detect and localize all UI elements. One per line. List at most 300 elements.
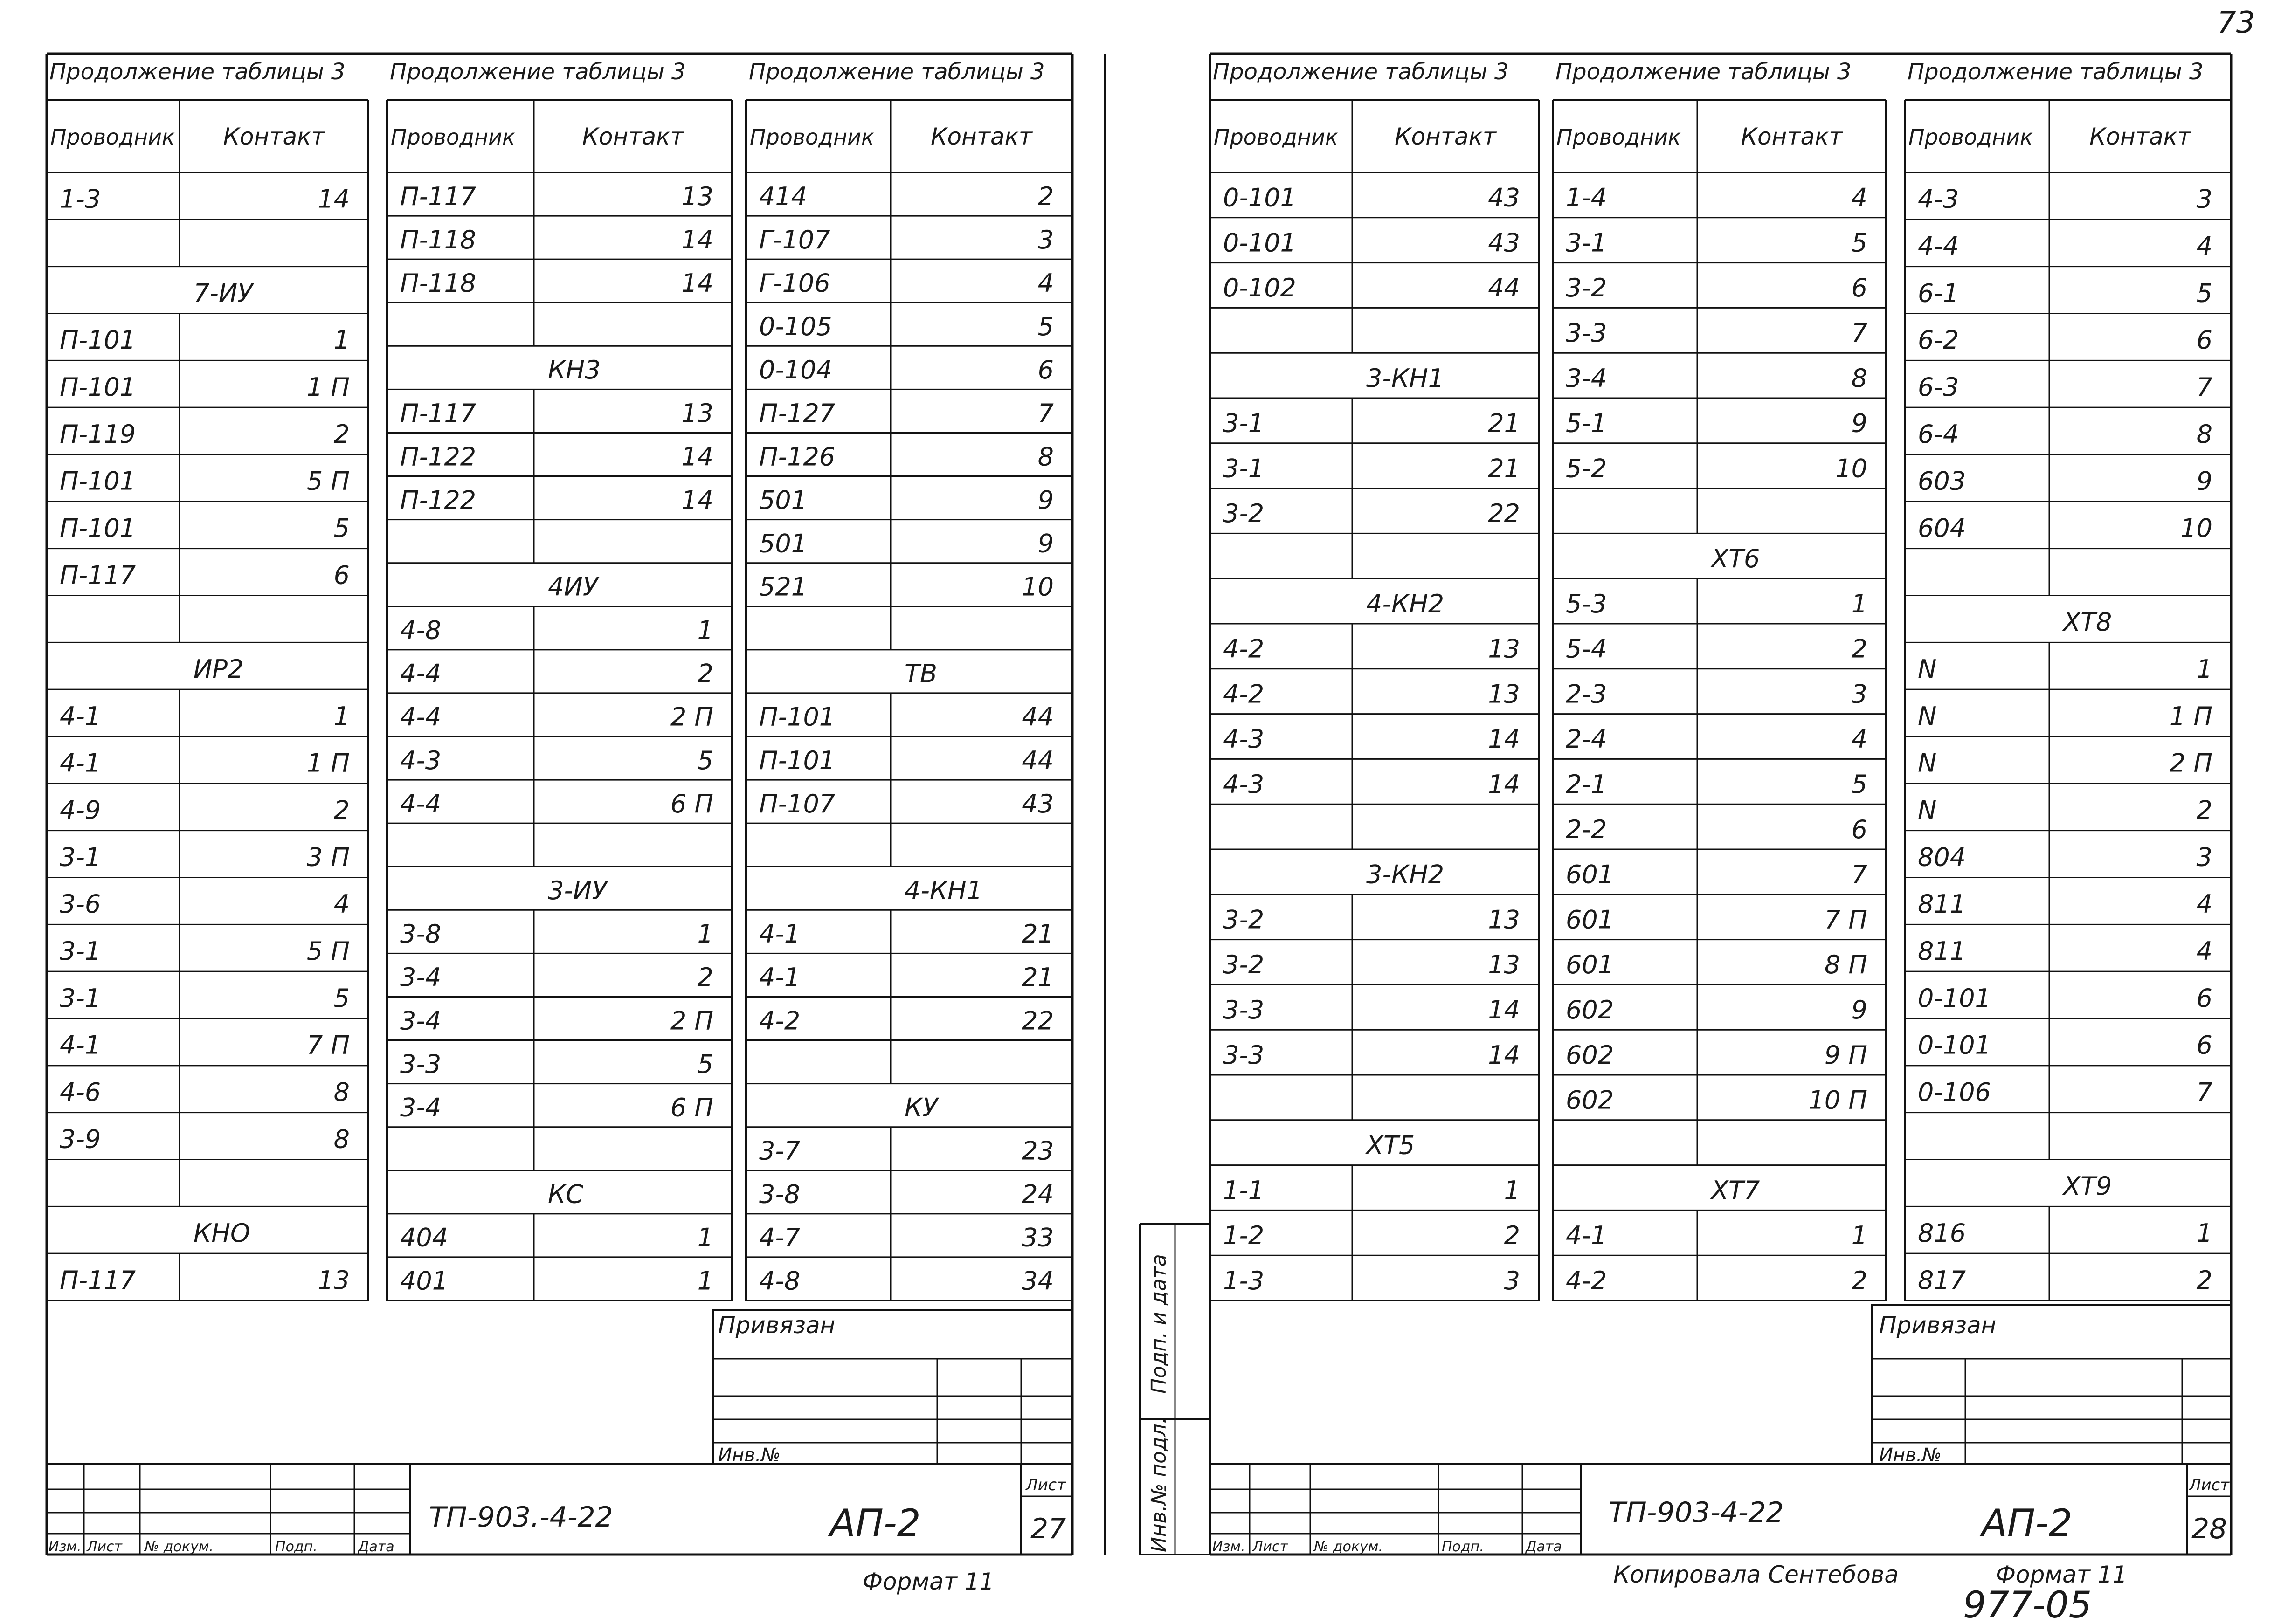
contact-cell: 8 <box>1037 442 1054 472</box>
group-heading: ИР2 <box>194 654 244 684</box>
contact-cell: 4 <box>1851 183 1867 213</box>
left-stamp-h4: Дата <box>358 1539 394 1555</box>
conductor-cell: 6-4 <box>1918 419 1959 449</box>
contact-cell: 2 <box>1037 181 1054 211</box>
conductor-cell: 4-1 <box>60 701 101 731</box>
conductor-cell: 811 <box>1918 889 1966 919</box>
contact-cell: 6 П <box>670 1093 713 1122</box>
conductor-cell: 3-1 <box>1566 228 1607 258</box>
contact-cell: 13 <box>318 1265 350 1295</box>
column-header-conductor: Проводник <box>750 124 874 150</box>
conductor-cell: 4-3 <box>1223 724 1265 754</box>
contact-cell: 3 <box>2196 184 2212 214</box>
contact-cell: 8 П <box>1824 950 1867 980</box>
contact-cell: 5 П <box>306 466 350 496</box>
contact-cell: 34 <box>1022 1266 1054 1296</box>
conductor-cell: 4-4 <box>400 789 442 819</box>
left-format: Формат 11 <box>863 1568 995 1595</box>
conductor-cell: 3-3 <box>1223 995 1265 1025</box>
conductor-cell: 6-2 <box>1918 325 1959 355</box>
contact-cell: 43 <box>1488 183 1520 213</box>
contact-cell: 14 <box>681 225 713 255</box>
column-header-contact: Контакт <box>2089 123 2191 150</box>
conductor-cell: 414 <box>759 181 808 211</box>
left-attached-label: Привязан <box>718 1312 836 1339</box>
conductor-cell: 602 <box>1566 1085 1614 1115</box>
contact-cell: 2 <box>1851 634 1867 664</box>
contact-cell: 43 <box>1022 789 1054 819</box>
contact-cell: 6 <box>2196 1030 2212 1060</box>
contact-cell: 5 <box>697 1049 713 1079</box>
table-caption: Продолжение таблицы 3 <box>1213 59 1509 85</box>
table-caption: Продолжение таблицы 3 <box>1908 59 2204 85</box>
conductor-cell: 6-1 <box>1918 278 1959 308</box>
conductor-cell: 3-4 <box>400 1093 442 1122</box>
conductor-cell: 4-1 <box>1566 1221 1607 1250</box>
contact-cell: 3 <box>1851 679 1867 709</box>
contact-cell: 14 <box>318 184 350 214</box>
column-header-conductor: Проводник <box>391 124 515 150</box>
contact-cell: 5 <box>333 513 350 543</box>
conductor-cell: 4-2 <box>1223 634 1265 664</box>
conductor-cell: 4-2 <box>759 1006 801 1036</box>
conductor-cell: 0-101 <box>1918 1030 1991 1060</box>
contact-cell: 13 <box>681 181 713 211</box>
right-format: Формат 11 <box>1996 1561 2128 1588</box>
conductor-cell: 4-1 <box>759 919 801 949</box>
conductor-cell: 817 <box>1918 1265 1966 1295</box>
contact-cell: 22 <box>1488 499 1520 529</box>
group-heading: ХТ8 <box>2063 607 2112 637</box>
left-stamp-h2: № докум. <box>145 1539 214 1555</box>
conductor-cell: 4-9 <box>60 795 101 825</box>
contact-cell: 14 <box>1488 770 1520 799</box>
conductor-cell: П-101 <box>60 325 136 355</box>
contact-cell: 9 <box>1037 529 1054 558</box>
conductor-cell: 4-4 <box>400 659 442 688</box>
contact-cell: 10 <box>1022 572 1054 602</box>
group-heading: ХТ6 <box>1711 544 1760 573</box>
table-caption: Продолжение таблицы 3 <box>49 59 346 85</box>
contact-cell: 2 <box>2196 1265 2212 1295</box>
conductor-cell: 601 <box>1566 905 1614 935</box>
conductor-cell: 2-2 <box>1566 814 1607 844</box>
contact-cell: 3 <box>1037 225 1054 255</box>
contact-cell: 5 <box>333 983 350 1013</box>
contact-cell: 14 <box>681 485 713 515</box>
conductor-cell: N <box>1918 654 1937 684</box>
right-inv-label: Инв.№ <box>1879 1445 1942 1466</box>
conductor-cell: П-107 <box>759 789 836 819</box>
contact-cell: 13 <box>1488 679 1520 709</box>
contact-cell: 23 <box>1022 1136 1054 1166</box>
conductor-cell: 0-101 <box>1223 183 1296 213</box>
contact-cell: 2 П <box>670 702 713 732</box>
conductor-cell: 4-3 <box>1918 184 1959 214</box>
conductor-cell: П-122 <box>400 442 477 472</box>
conductor-cell: 4-4 <box>1918 231 1959 261</box>
wiring-table-6 <box>1905 59 2231 1301</box>
contact-cell: 14 <box>1488 995 1520 1025</box>
contact-cell: 4 <box>2196 889 2212 919</box>
binding-strip <box>1105 54 1210 1555</box>
conductor-cell: 3-1 <box>1223 408 1265 438</box>
contact-cell: 6 <box>1851 814 1867 844</box>
contact-cell: 24 <box>1022 1179 1054 1209</box>
column-header-contact: Контакт <box>931 123 1032 150</box>
left-inv-label: Инв.№ <box>718 1445 781 1466</box>
conductor-cell: 2-4 <box>1566 724 1607 754</box>
table-caption: Продолжение таблицы 3 <box>1555 59 1852 85</box>
conductor-cell: 1-1 <box>1223 1176 1265 1205</box>
conductor-cell: 501 <box>759 529 808 558</box>
group-heading: 4-КН2 <box>1366 589 1445 619</box>
contact-cell: 9 <box>2196 466 2212 496</box>
contact-cell: 8 <box>333 1077 350 1107</box>
contact-cell: 44 <box>1022 702 1054 732</box>
conductor-cell: 804 <box>1918 842 1966 872</box>
table-caption: Продолжение таблицы 3 <box>390 59 686 85</box>
left-sheet-number: 27 <box>1030 1513 1066 1545</box>
column-header-conductor: Проводник <box>1556 124 1681 150</box>
contact-cell: 14 <box>1488 1040 1520 1070</box>
conductor-cell: 3-2 <box>1566 273 1607 303</box>
contact-cell: 9 <box>1851 995 1867 1025</box>
contact-cell: 4 <box>1851 724 1867 754</box>
contact-cell: 1 <box>333 325 350 355</box>
right-attached-block <box>1872 1305 2231 1466</box>
conductor-cell: 401 <box>400 1266 449 1296</box>
conductor-cell: 0-102 <box>1223 273 1296 303</box>
binding-inv-orig: Инв.№ подл. <box>1147 1417 1171 1552</box>
group-heading: 4ИУ <box>548 572 598 602</box>
group-heading: КН3 <box>548 355 601 385</box>
column-header-contact: Контакт <box>1741 123 1843 150</box>
conductor-cell: 3-8 <box>759 1179 801 1209</box>
conductor-cell: N <box>1918 701 1937 731</box>
conductor-cell: П-101 <box>60 372 136 402</box>
conductor-cell: 3-4 <box>400 963 442 992</box>
conductor-cell: 5-1 <box>1566 408 1607 438</box>
conductor-cell: 3-3 <box>1566 318 1607 348</box>
contact-cell: 7 <box>1037 399 1054 428</box>
conductor-cell: 4-1 <box>60 748 101 778</box>
contact-cell: 13 <box>681 399 713 428</box>
conductor-cell: 1-3 <box>1223 1266 1265 1295</box>
contact-cell: 5 <box>1037 312 1054 342</box>
contact-cell: 7 П <box>306 1030 350 1060</box>
contact-cell: 1 <box>697 615 713 645</box>
right-stamp-h4: Дата <box>1526 1539 1562 1555</box>
contact-cell: 7 <box>1851 860 1867 889</box>
conductor-cell: 4-6 <box>60 1077 101 1107</box>
contact-cell: 9 <box>1851 408 1867 438</box>
conductor-cell: П-101 <box>759 702 836 732</box>
group-heading: КНО <box>194 1218 250 1248</box>
right-stamp-h1: Лист <box>1252 1539 1288 1555</box>
contact-cell: 1 П <box>306 372 350 402</box>
group-heading: 7-ИУ <box>194 278 253 308</box>
contact-cell: 4 <box>333 889 350 919</box>
conductor-cell: 4-4 <box>400 702 442 732</box>
contact-cell: 1 <box>1851 1221 1867 1250</box>
wiring-table-5 <box>1553 59 1886 1301</box>
contact-cell: 5 <box>1851 770 1867 799</box>
conductor-cell: 3-4 <box>400 1006 442 1036</box>
conductor-cell: П-117 <box>400 181 477 211</box>
contact-cell: 1 <box>1504 1176 1520 1205</box>
contact-cell: 6 <box>2196 983 2212 1013</box>
right-title-block <box>1210 1464 2231 1555</box>
column-header-contact: Контакт <box>582 123 684 150</box>
conductor-cell: 1-2 <box>1223 1221 1265 1250</box>
contact-cell: 4 <box>2196 936 2212 966</box>
group-heading: 3-КН1 <box>1366 363 1445 393</box>
conductor-cell: 811 <box>1918 936 1966 966</box>
contact-cell: 21 <box>1022 919 1054 949</box>
contact-cell: 43 <box>1488 228 1520 258</box>
conductor-cell: 3-3 <box>400 1049 442 1079</box>
contact-cell: 2 <box>333 419 350 449</box>
contact-cell: 5 <box>697 745 713 775</box>
conductor-cell: 4-3 <box>1223 770 1265 799</box>
contact-cell: 1 П <box>2169 701 2212 731</box>
column-header-contact: Контакт <box>223 123 325 150</box>
conductor-cell: 0-101 <box>1918 983 1991 1013</box>
conductor-cell: П-117 <box>60 1265 136 1295</box>
contact-cell: 6 П <box>670 789 713 819</box>
conductor-cell: 3-4 <box>1566 363 1607 393</box>
column-header-conductor: Проводник <box>50 124 175 150</box>
conductor-cell: 604 <box>1918 513 1966 543</box>
column-header-contact: Контакт <box>1395 123 1496 150</box>
binding-sign-date: Подп. и дата <box>1147 1254 1171 1394</box>
contact-cell: 2 П <box>2169 748 2212 778</box>
contact-cell: 3 <box>1504 1266 1520 1295</box>
conductor-cell: 3-9 <box>60 1124 101 1154</box>
right-drawing-code: АП-2 <box>1982 1501 2073 1545</box>
contact-cell: 13 <box>1488 634 1520 664</box>
conductor-cell: 1-4 <box>1566 183 1607 213</box>
contact-cell: 7 <box>2196 372 2212 402</box>
group-heading: 3-КН2 <box>1366 860 1445 889</box>
conductor-cell: 4-7 <box>759 1223 801 1252</box>
contact-cell: 1 <box>697 1266 713 1296</box>
conductor-cell: 404 <box>400 1223 449 1252</box>
right-sheet-label: Лист <box>2189 1476 2230 1494</box>
contact-cell: 1 <box>697 919 713 949</box>
conductor-cell: 3-6 <box>60 889 101 919</box>
contact-cell: 6 <box>1037 355 1054 385</box>
conductor-cell: 3-2 <box>1223 905 1265 935</box>
conductor-cell: П-119 <box>60 419 136 449</box>
contact-cell: 8 <box>1851 363 1867 393</box>
group-heading: КС <box>548 1179 584 1209</box>
wiring-table-3 <box>746 59 1072 1301</box>
contact-cell: 33 <box>1022 1223 1054 1252</box>
conductor-cell: 5-3 <box>1566 589 1607 619</box>
group-heading: ХТ5 <box>1366 1130 1415 1160</box>
conductor-cell: N <box>1918 795 1937 825</box>
contact-cell: 44 <box>1488 273 1520 303</box>
conductor-cell: 4-3 <box>400 745 442 775</box>
conductor-cell: 601 <box>1566 860 1614 889</box>
conductor-cell: П-126 <box>759 442 836 472</box>
contact-cell: 2 <box>697 659 713 688</box>
contact-cell: 10 П <box>1808 1085 1867 1115</box>
conductor-cell: 603 <box>1918 466 1966 496</box>
contact-cell: 13 <box>1488 905 1520 935</box>
conductor-cell: 2-3 <box>1566 679 1607 709</box>
contact-cell: 21 <box>1488 408 1520 438</box>
conductor-cell: 5-2 <box>1566 454 1607 483</box>
conductor-cell: П-117 <box>400 399 477 428</box>
conductor-cell: П-101 <box>60 466 136 496</box>
group-heading: ХТ9 <box>2063 1171 2112 1201</box>
contact-cell: 21 <box>1022 963 1054 992</box>
contact-cell: 2 <box>1851 1266 1867 1295</box>
contact-cell: 22 <box>1022 1006 1054 1036</box>
conductor-cell: 0-105 <box>759 312 832 342</box>
wiring-table-2 <box>387 59 732 1301</box>
contact-cell: 9 П <box>1824 1040 1867 1070</box>
left-stamp-h3: Подп. <box>275 1539 318 1555</box>
right-stamp-h3: Подп. <box>1442 1539 1484 1555</box>
right-sheet-number: 28 <box>2191 1513 2227 1545</box>
group-heading: ТВ <box>905 659 938 688</box>
contact-cell: 1 <box>1851 589 1867 619</box>
conductor-cell: П-118 <box>400 268 477 298</box>
conductor-cell: 5-4 <box>1566 634 1607 664</box>
conductor-cell: 4-2 <box>1223 679 1265 709</box>
left-title-block <box>47 1464 1072 1555</box>
contact-cell: 4 <box>2196 231 2212 261</box>
conductor-cell: 0-104 <box>759 355 832 385</box>
left-stamp-h0: Изм. <box>48 1539 82 1555</box>
contact-cell: 3 П <box>306 842 350 872</box>
contact-cell: 7 <box>2196 1077 2212 1107</box>
contact-cell: 1 П <box>306 748 350 778</box>
contact-cell: 8 <box>2196 419 2212 449</box>
contact-cell: 13 <box>1488 950 1520 980</box>
conductor-cell: 4-8 <box>400 615 442 645</box>
contact-cell: 4 <box>1037 268 1054 298</box>
left-doc-code: ТП-903.-4-22 <box>429 1501 613 1534</box>
group-heading: ХТ7 <box>1711 1176 1760 1205</box>
left-attached-block <box>713 1310 1072 1466</box>
conductor-cell: П-117 <box>60 560 136 590</box>
conductor-cell: П-118 <box>400 225 477 255</box>
right-copied-by: Копировала Сентебова <box>1613 1561 1899 1588</box>
conductor-cell: 4-8 <box>759 1266 801 1296</box>
conductor-cell: 4-1 <box>60 1030 101 1060</box>
conductor-cell: 3-2 <box>1223 499 1265 529</box>
contact-cell: 7 <box>1851 318 1867 348</box>
conductor-cell: 601 <box>1566 950 1614 980</box>
group-heading: 4-КН1 <box>905 876 983 906</box>
page-number: 73 <box>2217 6 2255 40</box>
conductor-cell: Г-106 <box>759 268 830 298</box>
contact-cell: 2 <box>697 963 713 992</box>
contact-cell: 10 <box>2180 513 2212 543</box>
conductor-cell: 602 <box>1566 995 1614 1025</box>
conductor-cell: 3-1 <box>60 842 101 872</box>
column-header-conductor: Проводник <box>1908 124 2033 150</box>
conductor-cell: 4-2 <box>1566 1266 1607 1295</box>
contact-cell: 2 <box>1504 1221 1520 1250</box>
contact-cell: 1 <box>2196 1218 2212 1248</box>
conductor-cell: 3-7 <box>759 1136 801 1166</box>
group-heading: 3-ИУ <box>548 876 608 906</box>
contact-cell: 5 П <box>306 936 350 966</box>
contact-cell: 44 <box>1022 745 1054 775</box>
conductor-cell: 521 <box>759 572 808 602</box>
conductor-cell: 6-3 <box>1918 372 1959 402</box>
conductor-cell: 816 <box>1918 1218 1966 1248</box>
contact-cell: 1 <box>2196 654 2212 684</box>
contact-cell: 14 <box>681 442 713 472</box>
conductor-cell: 602 <box>1566 1040 1614 1070</box>
conductor-cell: N <box>1918 748 1937 778</box>
conductor-cell: 3-1 <box>60 936 101 966</box>
contact-cell: 21 <box>1488 454 1520 483</box>
contact-cell: 2 П <box>670 1006 713 1036</box>
column-header-conductor: Проводник <box>1214 124 1338 150</box>
conductor-cell: 3-3 <box>1223 1040 1265 1070</box>
wiring-table-4 <box>1210 59 1539 1301</box>
contact-cell: 6 <box>333 560 350 590</box>
conductor-cell: П-101 <box>759 745 836 775</box>
conductor-cell: 1-3 <box>60 184 101 214</box>
contact-cell: 2 <box>333 795 350 825</box>
contact-cell: 1 <box>697 1223 713 1252</box>
contact-cell: 3 <box>2196 842 2212 872</box>
left-sheet-label: Лист <box>1026 1476 1066 1494</box>
conductor-cell: П-122 <box>400 485 477 515</box>
right-stamp-h0: Изм. <box>1212 1539 1245 1555</box>
right-attached-label: Привязан <box>1879 1312 1997 1339</box>
contact-cell: 6 <box>1851 273 1867 303</box>
contact-cell: 7 П <box>1824 905 1867 935</box>
conductor-cell: 2-1 <box>1566 770 1607 799</box>
contact-cell: 14 <box>1488 724 1520 754</box>
contact-cell: 5 <box>2196 278 2212 308</box>
contact-cell: 2 <box>2196 795 2212 825</box>
conductor-cell: 0-106 <box>1918 1077 1991 1107</box>
conductor-cell: 4-1 <box>759 963 801 992</box>
contact-cell: 1 <box>333 701 350 731</box>
contact-cell: 6 <box>2196 325 2212 355</box>
contact-cell: 8 <box>333 1124 350 1154</box>
contact-cell: 10 <box>1835 454 1867 483</box>
wiring-table-1 <box>47 59 368 1301</box>
contact-cell: 9 <box>1037 485 1054 515</box>
conductor-cell: 501 <box>759 485 808 515</box>
right-stamp-h2: № докум. <box>1314 1539 1383 1555</box>
conductor-cell: 3-2 <box>1223 950 1265 980</box>
archive-number: 977-05 <box>1963 1584 2092 1624</box>
left-drawing-code: АП-2 <box>830 1501 921 1545</box>
conductor-cell: 3-8 <box>400 919 442 949</box>
contact-cell: 5 <box>1851 228 1867 258</box>
conductor-cell: Г-107 <box>759 225 830 255</box>
group-heading: КУ <box>905 1093 938 1122</box>
right-doc-code: ТП-903-4-22 <box>1609 1496 1784 1529</box>
conductor-cell: П-101 <box>60 513 136 543</box>
conductor-cell: 0-101 <box>1223 228 1296 258</box>
conductor-cell: 3-1 <box>60 983 101 1013</box>
conductor-cell: 3-1 <box>1223 454 1265 483</box>
